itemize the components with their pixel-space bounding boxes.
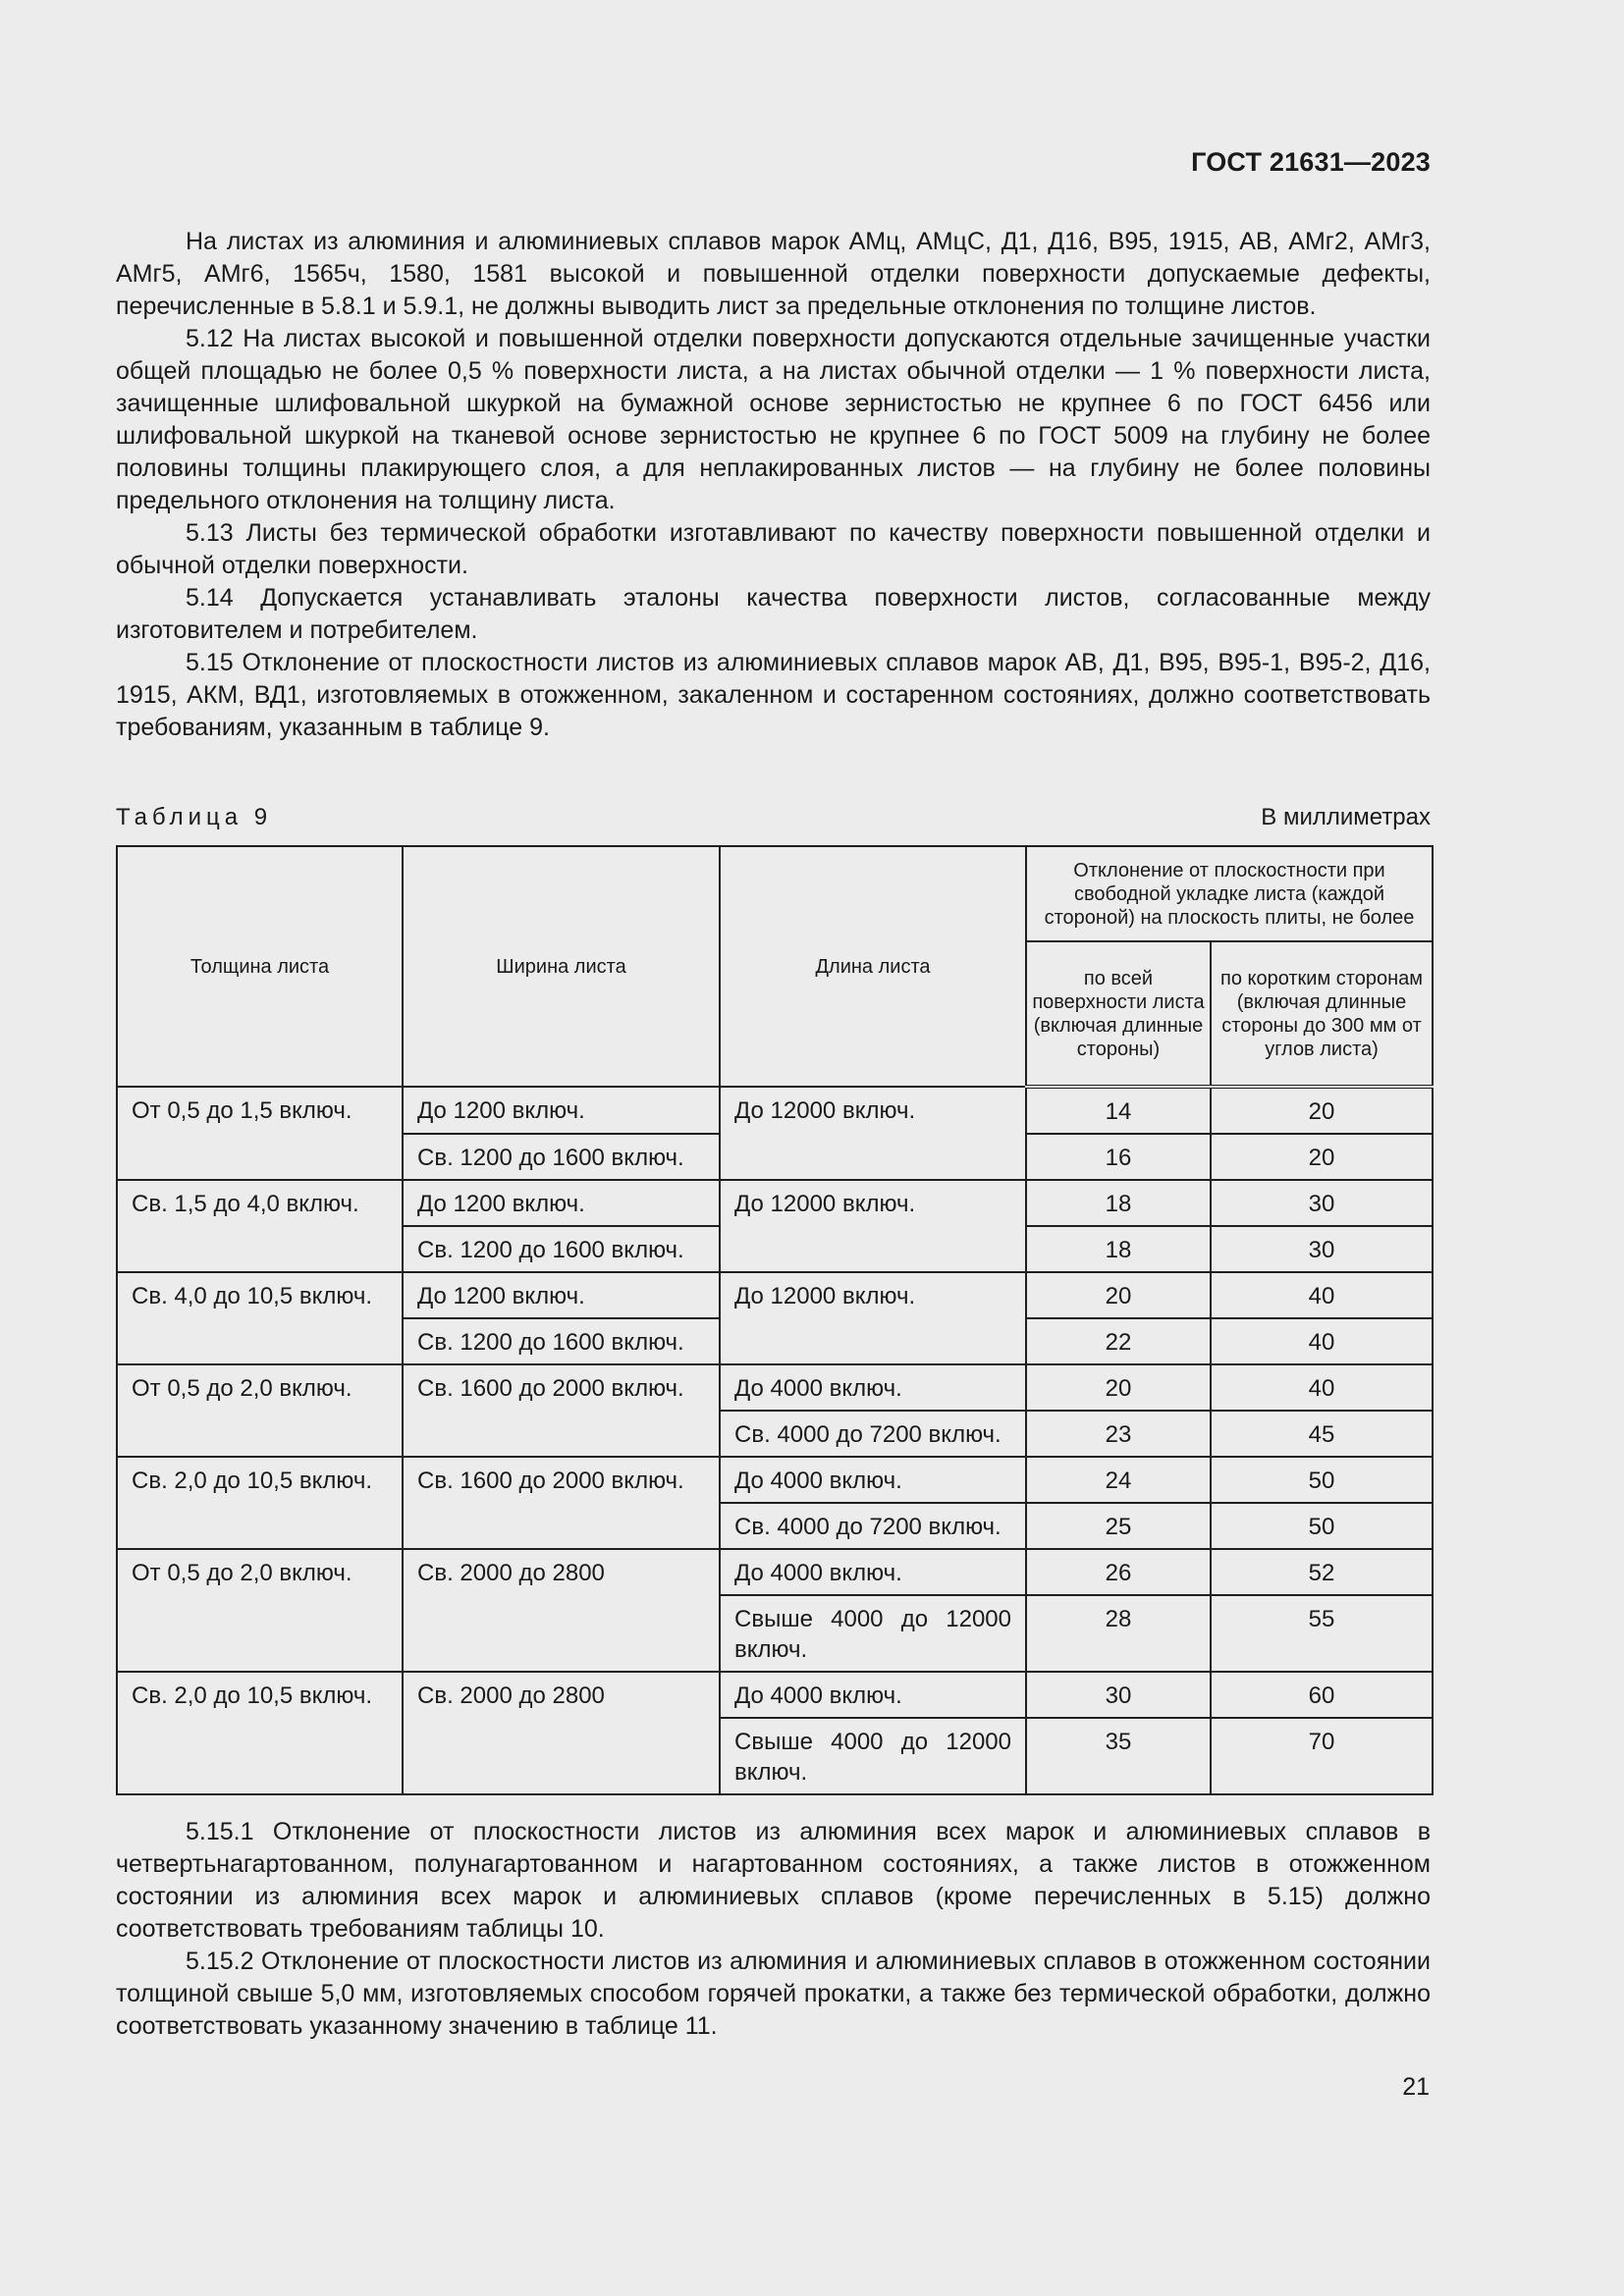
table-row [117,1457,1433,1503]
cell-width: Св. 1600 до 2000 включ. [403,1457,720,1549]
cell-length: До 4000 включ. [720,1457,1026,1503]
cell-short: 50 [1211,1503,1433,1549]
cell-whole: 14 [1026,1087,1211,1134]
cell-thickness: Св. 4,0 до 10,5 включ. [117,1272,403,1364]
table-caption: Таблица 9 [116,804,273,830]
table-header-row [117,846,1433,941]
cell-thickness: Св. 2,0 до 10,5 включ. [117,1672,403,1794]
cell-width: Св. 2000 до 2800 [403,1672,720,1794]
cell-short: 30 [1211,1180,1433,1226]
cell-short: 60 [1211,1672,1433,1718]
cell-thickness: Св. 2,0 до 10,5 включ. [117,1457,403,1549]
header-deviation: Отклонение от плоскостности при свободной укладке листа (каждой стороной) на плоскость плиты, не более [1026,846,1433,941]
cell-whole: 20 [1026,1272,1211,1318]
cell-thickness: От 0,5 до 1,5 включ. [117,1087,403,1180]
cell-length: До 4000 включ. [720,1672,1026,1718]
cell-short: 20 [1211,1134,1433,1180]
table-units: В миллиметрах [1261,804,1431,830]
cell-length [720,1595,1026,1672]
cell-length: До 4000 включ. [720,1364,1026,1411]
cell-short: 50 [1211,1457,1433,1503]
cell-whole: 20 [1026,1364,1211,1411]
table-row [117,1549,1433,1595]
cell-width: До 1200 включ. [403,1087,720,1134]
cell-short: 45 [1211,1411,1433,1457]
cell-width: Св. 1200 до 1600 включ. [403,1134,720,1180]
paragraph: 5.14 Допускается устанавливать эталоны качества поверхности листов, согласованные между изготовителем и потребителем. [116,584,1431,644]
cell-length: До 12000 включ. [720,1272,1026,1364]
cell-whole: 22 [1026,1318,1211,1364]
cell-width: До 1200 включ. [403,1272,720,1318]
paragraph: 5.12 На листах высокой и повышенной отделки поверхности допускаются отдельные зачищенные участки общей площадью не более 0,5 % поверхности листа, а на листах обычной отделки — 1 % поверхности листа, зачищенные шлифовальной шкуркой на бумажной основе зернистостью не крупнее 6 по ГОСТ 6456 или шлифовальной шкуркой на тканевой основе зернистостью не крупнее 6 по ГОСТ 5009 на глубину не более половины толщины плакирующего слоя, а для неплакированных листов — на глубину не более половины предельного отклонения на толщину листа. [116,325,1431,514]
table-row [117,1087,1433,1134]
cell-width: Св. 1200 до 1600 включ. [403,1318,720,1364]
page-number: 21 [1402,2073,1430,2101]
cell-whole: 23 [1026,1411,1211,1457]
cell-short: 55 [1211,1595,1433,1672]
cell-short: 70 [1211,1718,1433,1794]
cell-whole: 28 [1026,1595,1211,1672]
cell-length-line: включ. [734,1759,808,1786]
cell-whole: 35 [1026,1718,1211,1794]
header-short-sides: по коротким сторонам (включая длинные стороны до 300 мм от углов листа) [1211,941,1433,1087]
cell-whole: 30 [1026,1672,1211,1718]
cell-length [720,1718,1026,1794]
cell-thickness: Св. 1,5 до 4,0 включ. [117,1180,403,1272]
cell-whole: 26 [1026,1549,1211,1595]
cell-short: 20 [1211,1087,1433,1134]
cell-length: До 12000 включ. [720,1087,1026,1180]
cell-length-line: Свыше 4000 до 12000 [734,1606,1011,1632]
cell-whole: 16 [1026,1134,1211,1180]
paragraph: 5.15.1 Отклонение от плоскостности листов из алюминия всех марок и алюминиевых сплавов в четвертьнагартованном, полунагартованном и нагартованном состояниях, а также листов в отожженном состоянии из алюминия всех марок и алюминиевых сплавов (кроме перечисленных в 5.15) должно соответствовать требованиям таблицы 10. [116,1818,1431,1943]
cell-whole: 25 [1026,1503,1211,1549]
cell-thickness: От 0,5 до 2,0 включ. [117,1549,403,1672]
cell-length: До 4000 включ. [720,1549,1026,1595]
table-row [117,1364,1433,1411]
paragraph: На листах из алюминия и алюминиевых сплавов марок АМц, АМцС, Д1, Д16, В95, 1915, АВ, АМг2, АМг3, АМг5, АМг6, 1565ч, 1580, 1581 высокой и повышенной отделки поверхности допускаемые дефекты, перечисленные в 5.8.1 и 5.9.1, не должны выводить лист за предельные отклонения по толщине листов. [116,228,1431,320]
cell-short: 40 [1211,1364,1433,1411]
text-section-bottom [116,1816,1431,2043]
cell-whole: 18 [1026,1226,1211,1272]
header-thickness: Толщина листа [117,846,403,1087]
cell-short: 40 [1211,1272,1433,1318]
cell-length: Св. 4000 до 7200 включ. [720,1503,1026,1549]
cell-width: Св. 1600 до 2000 включ. [403,1364,720,1457]
table-row [117,1272,1433,1318]
cell-short: 40 [1211,1318,1433,1364]
cell-width: До 1200 включ. [403,1180,720,1226]
flatness-deviation-table [116,845,1434,1795]
table-row [117,1180,1433,1226]
header-whole-surface: по всей поверхности листа (включая длинные стороны) [1026,941,1211,1087]
header-length: Длина листа [720,846,1026,1087]
paragraph: 5.13 Листы без термической обработки изготавливают по качеству поверхности повышенной отделки и обычной отделки поверхности. [116,519,1431,579]
cell-short: 52 [1211,1549,1433,1595]
paragraph: 5.15.2 Отклонение от плоскостности листов из алюминия и алюминиевых сплавов в отожженном состоянии толщиной свыше 5,0 мм, изготовляемых способом горячей прокатки, а также без термической обработки, должно соответствовать указанному значению в таблице 11. [116,1948,1431,2040]
cell-short: 30 [1211,1226,1433,1272]
standard-designation: ГОСТ 21631—2023 [1191,147,1431,177]
cell-thickness: От 0,5 до 2,0 включ. [117,1364,403,1457]
header-width: Ширина листа [403,846,720,1087]
cell-length-line: включ. [734,1636,808,1663]
cell-length-line: Свыше 4000 до 12000 [734,1729,1011,1755]
table-row [117,1672,1433,1718]
cell-length: Св. 4000 до 7200 включ. [720,1411,1026,1457]
cell-length: До 12000 включ. [720,1180,1026,1272]
cell-whole: 24 [1026,1457,1211,1503]
text-section-top [116,226,1431,744]
cell-whole: 18 [1026,1180,1211,1226]
paragraph: 5.15 Отклонение от плоскостности листов из алюминиевых сплавов марок АВ, Д1, В95, В95-1, В95-2, Д16, 1915, АКМ, ВД1, изготовляемых в отожженном, закаленном и состаренном состояниях, должно соответствовать требованиям, указанным в таблице 9. [116,649,1431,741]
cell-width: Св. 2000 до 2800 [403,1549,720,1672]
cell-width: Св. 1200 до 1600 включ. [403,1226,720,1272]
